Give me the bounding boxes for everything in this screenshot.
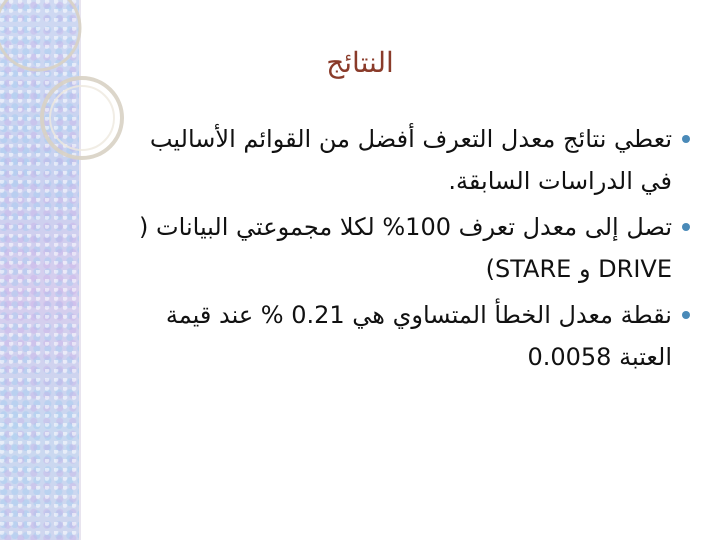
bullet-item	[135, 294, 690, 378]
bullet-text: نقطة معدل الخطأ المتساوي هي 0.21 % عند قيمة العتبة 0.0058	[165, 301, 672, 371]
bullet-dot-icon	[682, 223, 690, 231]
bullet-text: تعطي نتائج معدل التعرف أفضل من القوائم الأساليب في الدراسات السابقة.	[149, 125, 672, 195]
bullet-dot-icon	[682, 311, 690, 319]
bullet-text: تصل إلى معدل تعرف 100% لكلا مجموعتي البيانات ( DRIVE و STARE)	[139, 213, 672, 283]
bullet-dot-icon	[682, 135, 690, 143]
bullet-item	[135, 206, 690, 290]
bullet-list	[135, 118, 690, 382]
slide-title: النتائج	[326, 46, 394, 79]
decorative-circles	[0, 0, 130, 200]
bullet-item	[135, 118, 690, 202]
